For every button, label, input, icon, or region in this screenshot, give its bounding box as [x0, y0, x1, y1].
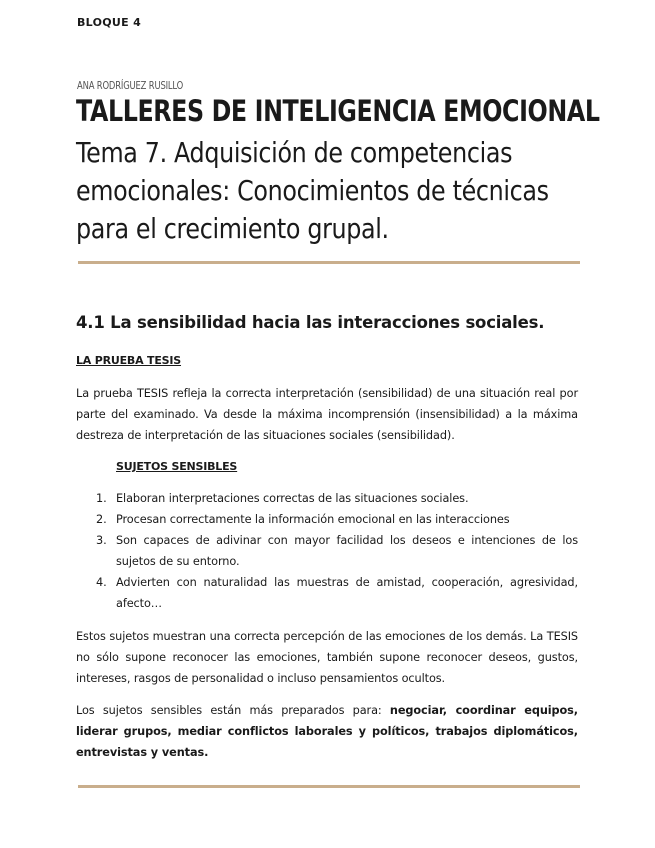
- list-item: [76, 488, 578, 509]
- list-item-number: 4.: [96, 576, 107, 589]
- list-item-number: 3.: [96, 534, 107, 547]
- course-title: TALLERES DE INTELIGENCIA EMOCIONAL: [76, 94, 600, 128]
- sujetos-sensibles-heading: SUJETOS SENSIBLES: [116, 460, 238, 473]
- preparation-skills: negociar, coordinar equipos, liderar grupos, mediar conflictos laborales y políticos, trabajos diplomáticos, entrevistas y ventas.: [76, 704, 578, 759]
- list-item-number: 1.: [96, 492, 107, 505]
- preparation-paragraph: [76, 700, 578, 763]
- prueba-tesis-heading: LA PRUEBA TESIS: [76, 354, 182, 367]
- bottom-divider: [78, 785, 580, 788]
- list-item-number: 2.: [96, 513, 107, 526]
- list-item-text: Advierten con naturalidad las muestras de amistad, cooperación, agresividad, afecto…: [116, 576, 578, 610]
- list-item-text: Procesan correctamente la información emocional en las interacciones: [116, 513, 510, 526]
- list-item-text: Son capaces de adivinar con mayor facilidad los deseos e intenciones de los sujetos de su entorno.: [116, 534, 578, 568]
- preparation-lead: Los sujetos sensibles están más preparados para:: [76, 704, 390, 717]
- list-item: [76, 572, 578, 614]
- list-item: [76, 509, 578, 530]
- author-name: ANA RODRÍGUEZ RUSILLO: [77, 79, 184, 92]
- list-item: [76, 530, 578, 572]
- sujetos-list: [76, 488, 578, 614]
- section-heading: 4.1 La sensibilidad hacia las interacciones sociales.: [76, 313, 545, 332]
- top-divider: [78, 261, 580, 264]
- bloque-label: BLOQUE 4: [77, 16, 142, 29]
- perception-paragraph: Estos sujetos muestran una correcta percepción de las emociones de los demás. La TESIS no sólo supone reconocer las emociones, también supone reconocer deseos, gustos, intereses, rasgos de personalidad o incluso pensamientos ocultos.: [76, 630, 578, 685]
- tema-title: Tema 7. Adquisición de competencias emocionales: Conocimientos de técnicas para el crecimiento grupal.: [76, 136, 549, 245]
- list-item-text: Elaboran interpretaciones correctas de las situaciones sociales.: [116, 492, 469, 505]
- prueba-tesis-paragraph: La prueba TESIS refleja la correcta interpretación (sensibilidad) de una situación real por parte del examinado. Va desde la máxima incomprensión (insensibilidad) a la máxima destreza de interpretación de las situaciones sociales (sensibilidad).: [76, 387, 578, 442]
